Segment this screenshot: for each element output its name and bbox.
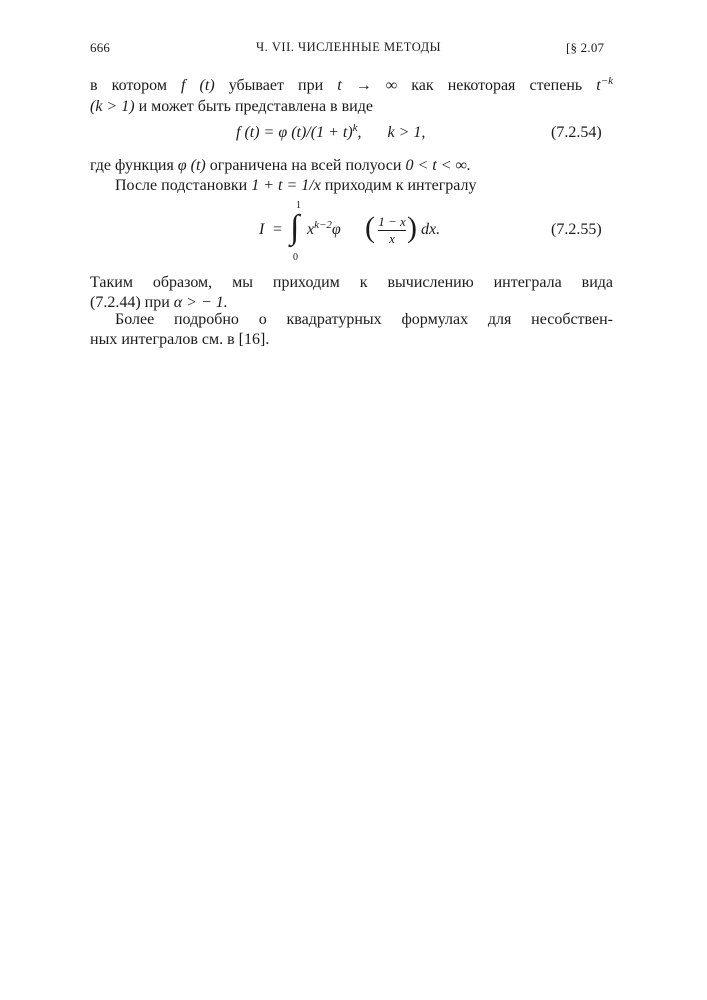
- text-line-3: [90, 156, 613, 176]
- integral-upper-limit: 1: [296, 200, 301, 211]
- text-line-7: Более подробно о квадратурных формулах для несобствен-: [115, 311, 613, 328]
- equation-number-7-2-54: (7.2.54): [551, 124, 602, 141]
- math-substitution: 1 + t = 1/x: [251, 177, 321, 194]
- formula-7-2-54: [236, 124, 425, 142]
- text-run: убывает при: [214, 77, 338, 94]
- math-interval: 0 < t < ∞.: [405, 157, 471, 174]
- math-k-condition: (k > 1): [90, 98, 135, 115]
- chapter-title: Ч. VII. ЧИСЛЕННЫЕ МЕТОДЫ: [256, 40, 442, 54]
- text-line-5: Таким образом, мы приходим к вычислению интеграла вида: [90, 274, 613, 291]
- math-phi-of-t: φ (t): [177, 157, 206, 174]
- text-line-1: [90, 76, 613, 96]
- integrand-exponent: k−2: [314, 219, 332, 231]
- math-f-of-t: f (t): [181, 77, 215, 94]
- text-run: (7.2.44) при: [90, 294, 174, 311]
- equation-number-7-2-55: (7.2.55): [551, 221, 602, 238]
- text-run: и может быть представлена в виде: [134, 98, 373, 115]
- fraction-numerator: 1 − x: [378, 214, 406, 229]
- fraction: [377, 214, 407, 247]
- page-number: 666: [90, 40, 111, 55]
- integral-lower-limit: 0: [293, 252, 298, 263]
- fraction-denominator: x: [389, 231, 395, 246]
- integrand-phi: φ: [331, 221, 341, 238]
- right-paren: ): [407, 211, 417, 244]
- text-run: как некоторая степень: [397, 77, 597, 94]
- math-limit: t → ∞: [337, 77, 398, 94]
- section-marker: [§ 2.07: [566, 40, 605, 55]
- text-line-4: [115, 176, 613, 196]
- left-paren: (: [365, 211, 375, 244]
- formula-exponent: k: [352, 122, 358, 134]
- integrand: [307, 221, 341, 239]
- formula-7-2-55: [259, 200, 469, 266]
- math-exponent: −k: [600, 75, 614, 87]
- text-run: приходим к интегралу: [320, 177, 477, 194]
- integral-sign: ∫: [290, 209, 300, 246]
- equals-sign: =: [273, 221, 283, 238]
- text-run: в котором: [90, 77, 182, 94]
- math-t: t: [596, 77, 601, 94]
- integral-lhs: I: [259, 221, 265, 238]
- text-run: ограничена на всей полуоси: [205, 157, 406, 174]
- text-run: После подстановки: [115, 177, 252, 194]
- text-line-2: [90, 97, 613, 117]
- formula-lhs: f (t) = φ (t)/(1 + t): [236, 124, 353, 141]
- text-run: где функция: [90, 157, 178, 174]
- integrand-base: x: [307, 221, 315, 238]
- formula-condition: k > 1,: [387, 124, 426, 141]
- formula-comma: ,: [357, 124, 362, 141]
- differential: dx.: [421, 221, 441, 238]
- math-alpha-condition: α > − 1.: [173, 294, 228, 311]
- text-line-8: ных интегралов см. в [16].: [90, 331, 270, 348]
